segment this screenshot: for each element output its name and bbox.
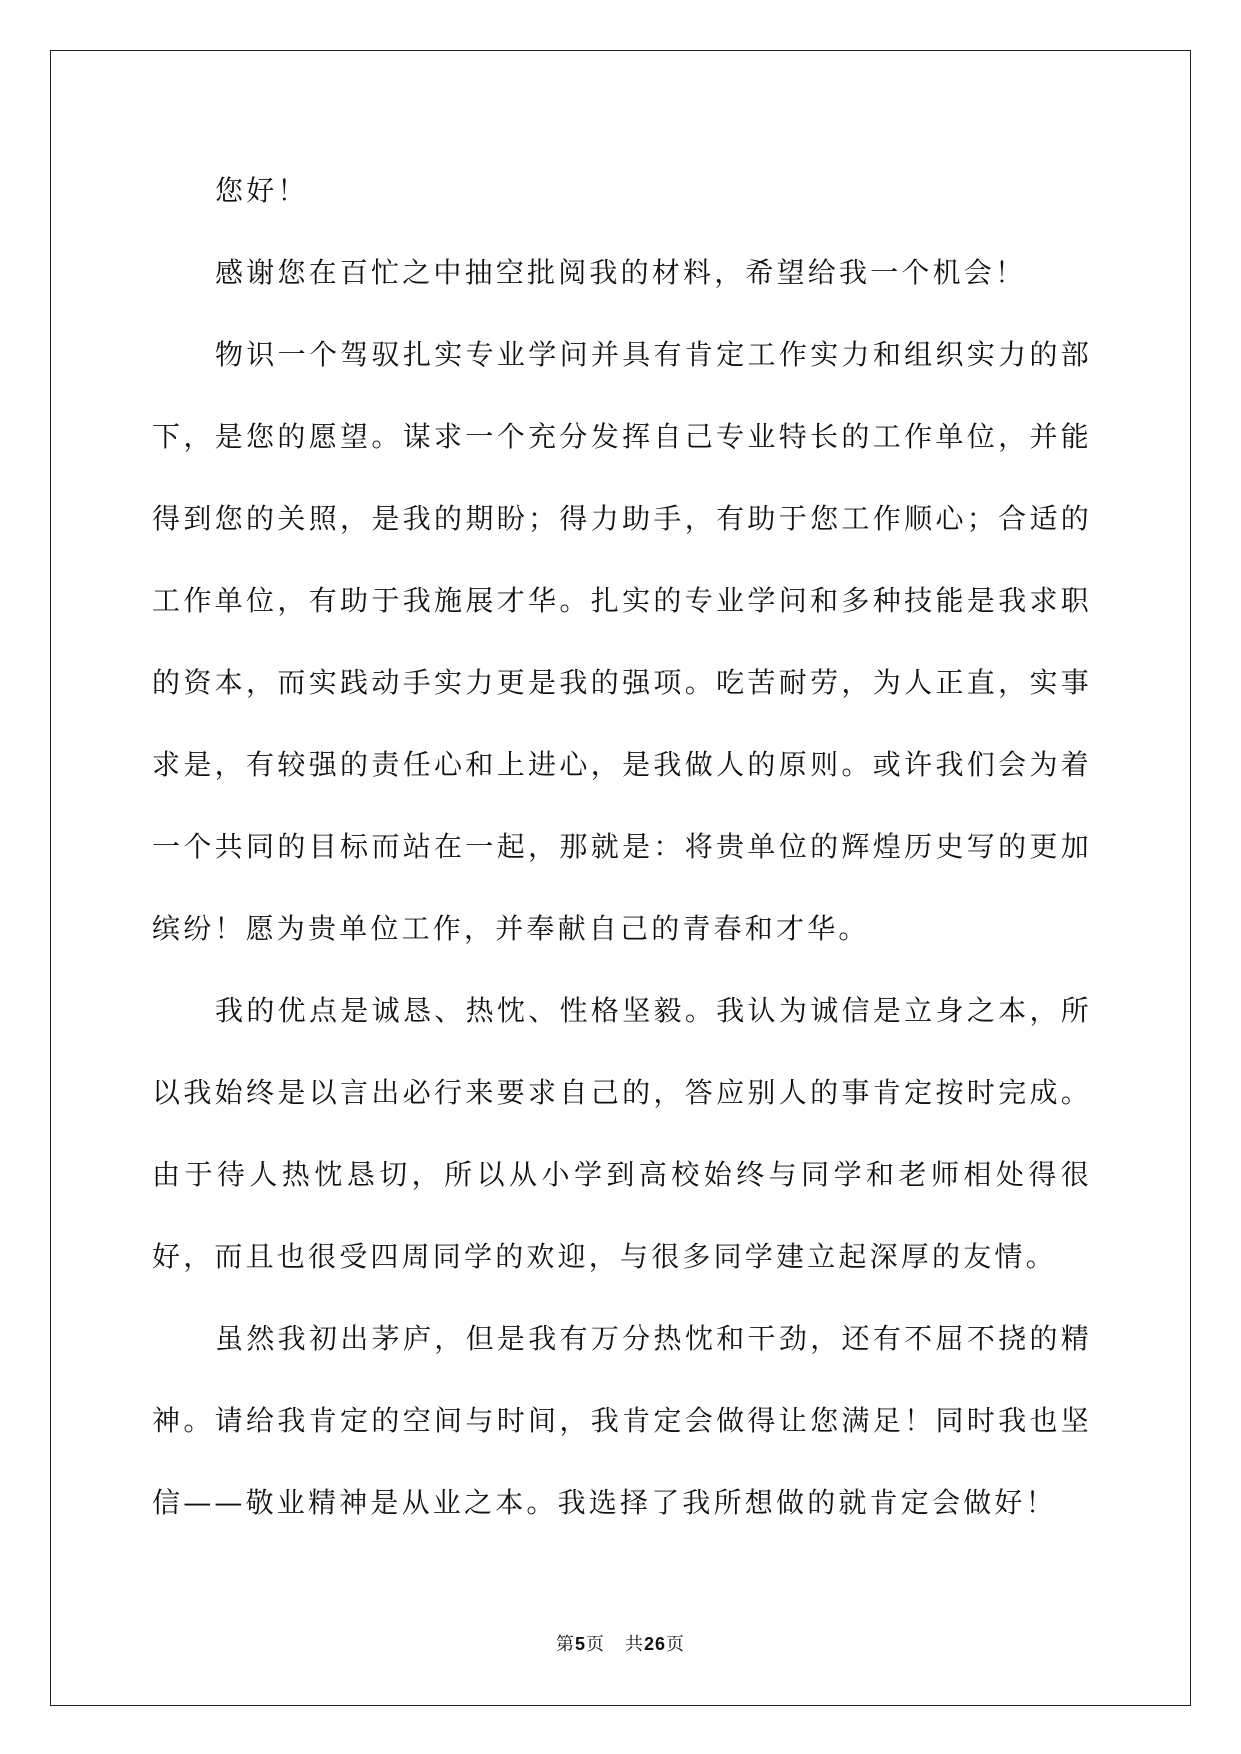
page-footer — [0, 1630, 1241, 1656]
total-prefix: 共 — [624, 1634, 644, 1655]
page-number: 5 — [574, 1634, 586, 1654]
greeting-paragraph: 您好！ — [215, 174, 309, 207]
closing-paragraph: 虽然我初出茅庐，但是我有万分热忱和干劲，还有不屈不挠的精神。请给我肯定的空间与时间，我肯定会做得让您满足！同时我也坚信——敬业精神是从业之本。我选择了我所想做的就肯定会做好！ — [152, 1322, 1092, 1519]
total-pages: 26 — [643, 1634, 667, 1654]
strengths-paragraph: 我的优点是诚恳、热忱、性格坚毅。我认为诚信是立身之本，所以我始终是以言出必行来要求自己的，答应别人的事肯定按时完成。由于待人热忱恳切，所以从小学到高校始终与同学和老师相处得很好，而且也很受四周同学的欢迎，与很多同学建立起深厚的友情。 — [152, 994, 1092, 1273]
page-suffix: 页 — [585, 1634, 605, 1655]
total-suffix: 页 — [666, 1634, 686, 1655]
intro-paragraph: 物识一个驾驭扎实专业学问并具有肯定工作实力和组织实力的部下，是您的愿望。谋求一个充分发挥自己专业特长的工作单位，并能得到您的关照，是我的期盼；得力助手，有助于您工作顺心；合适的工作单位，有助于我施展才华。扎实的专业学问和多种技能是我求职的资本，而实践动手实力更是我的强项。吃苦耐劳，为人正直，实事求是，有较强的责任心和上进心，是我做人的原则。或许我们会为着一个共同的目标而站在一起，那就是：将贵单位的辉煌历史写的更加缤纷！愿为贵单位工作，并奉献自己的青春和才华。 — [152, 338, 1092, 945]
thanks-paragraph: 感谢您在百忙之中抽空批阅我的材料，希望给我一个机会！ — [215, 256, 1027, 289]
page-prefix: 第 — [555, 1634, 575, 1655]
document-body — [152, 150, 1092, 1544]
